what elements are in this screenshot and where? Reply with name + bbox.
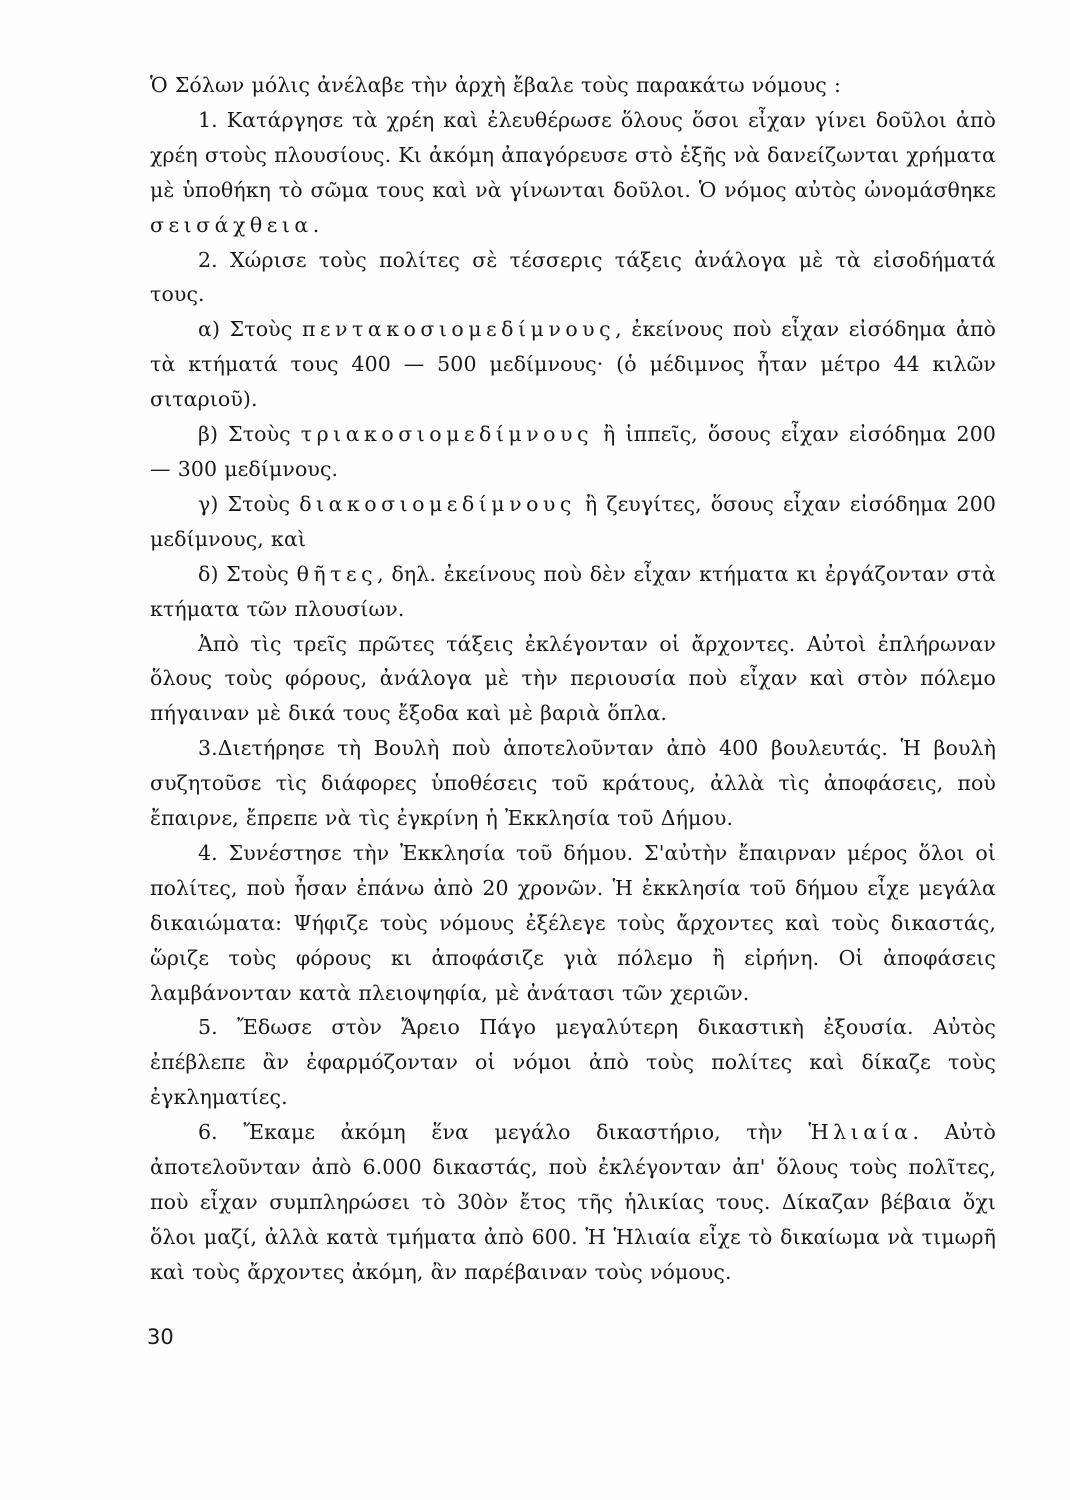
class-b-term: τριακοσιομεδίμνους bbox=[300, 422, 593, 447]
class-a-prefix: α) Στοὺς bbox=[198, 317, 302, 342]
law-6-paragraph bbox=[150, 1115, 996, 1290]
law-4-paragraph bbox=[150, 836, 996, 1011]
law-5-paragraph bbox=[150, 1010, 996, 1115]
class-d-prefix: δ) Στοὺς bbox=[198, 561, 297, 586]
seisachtheia-term: σεισάχθεια bbox=[150, 212, 313, 237]
class-a-paragraph bbox=[150, 312, 996, 417]
law-2-text: 2. Χώρισε τοὺς πολίτες σὲ τέσσερις τάξεις ἀνάλογα μὲ τὰ εἰσοδήματά τους. bbox=[150, 247, 996, 307]
class-d-paragraph bbox=[150, 557, 996, 627]
class-b-text: ἢ ἱππεῖς, ὅσους εἶχαν εἰσόδημα 200 — 300 μεδίμνους. bbox=[150, 422, 996, 481]
law-4-text: 4. Συνέστησε τὴν Ἐκκλησία τοῦ δήμου. Σ'αὐτὴν ἔπαιρναν μέρος ὅλοι οἱ πολίτες, ποὺ ἦσαν ἐπάνω ἀπὸ 20 χρονῶν. Ἡ ἐκκλησία τοῦ δήμου εἶχε μεγάλα δικαιώματα: Ψήφιζε τοὺς νόμους ἐξέλεγε τοὺς ἄρχοντες καὶ τοὺς δικαστάς, ὥριζε τοὺς φόρους κι ἀποφάσιζε γιὰ πόλεμο ἢ εἰρήνη. Οἱ ἀποφάσεις λαμβάνονταν κατὰ πλειοψηφία, μὲ ἀνάτασι τῶν χεριῶν. bbox=[150, 840, 996, 1005]
class-c-paragraph bbox=[150, 487, 996, 557]
class-d-term: θῆτες bbox=[296, 561, 378, 586]
intro-text: Ὁ Σόλων μόλις ἀνέλαβε τὴν ἀρχὴ ἔβαλε τοὺς παρακάτω νόμους : bbox=[150, 73, 841, 97]
law-3-paragraph bbox=[150, 731, 996, 836]
class-c-prefix: γ) Στοὺς bbox=[198, 491, 300, 516]
class-a-term: πεντακοσιομεδίμνους bbox=[301, 317, 616, 342]
archons-text: Ἀπὸ τὶς τρεῖς πρῶτες τάξεις ἐκλέγονταν οἱ ἄρχοντες. Αὐτοὶ ἐπλήρωναν ὅλους τοὺς φόρους, ἀνάλογα μὲ τὴν περιουσία ποὺ εἶχαν καὶ στὸν πόλεμο πήγαιναν μὲ δικά τους ἔξοδα καὶ μὲ βαριὰ ὅπλα. bbox=[150, 631, 996, 726]
heliaia-term: Ἡλιαία bbox=[808, 1120, 913, 1145]
body-text bbox=[150, 68, 996, 1290]
page-number: 30 bbox=[147, 1325, 174, 1349]
law-5-text: 5. Ἔδωσε στὸν Ἄρειο Πάγο μεγαλύτερη δικαστικὴ ἐξουσία. Αὐτὸς ἐπέβλεπε ἂν ἐφαρμόζονταν οἱ νόμοι ἀπὸ τοὺς πολίτες καὶ δίκαζε τοὺς ἐγκληματίες. bbox=[150, 1015, 996, 1110]
law-1-text: 1. Κατάργησε τὰ χρέη καὶ ἐλευθέρωσε ὅλους ὅσοι εἶχαν γίνει δοῦλοι ἀπὸ χρέη στοὺς πλουσίους. Κι ἀκόμη ἀπαγόρευσε στὸ ἑξῆς νὰ δανείζωνται χρήματα μὲ ὑποθήκη τὸ σῶμα τους καὶ νὰ γίνωνται δοῦλοι. Ὁ νόμος αὐτὸς ὠνομάσθηκε bbox=[150, 107, 996, 202]
law-6-text: 6. Ἔκαμε ἀκόμη ἕνα μεγάλο δικαστήριο, τὴν bbox=[198, 1120, 809, 1145]
law-2-paragraph bbox=[150, 243, 996, 313]
law-3-text: 3.Διετήρησε τὴ Βουλὴ ποὺ ἀποτελοῦνταν ἀπὸ 400 βουλευτάς. Ἡ βουλὴ συζητοῦσε τὶς διάφορες ὑποθέσεις τοῦ κράτους, ἀλλὰ τὶς ἀποφάσεις, ποὺ ἔπαιρνε, ἔπρεπε νὰ τὶς ἐγκρίνη ἡ Ἐκκλησία τοῦ Δήμου. bbox=[150, 736, 996, 831]
class-d-text: , δηλ. ἐκείνους ποὺ δὲν εἶχαν κτήματα κι ἐργάζονταν στὰ κτήματα τῶν πλουσίων. bbox=[150, 561, 996, 621]
class-c-term: διακοσιομεδίμνους bbox=[299, 491, 576, 516]
class-a-text: , ἐκείνους ποὺ εἶχαν εἰσόδημα ἀπὸ τὰ κτήματά τους 400 — 500 μεδίμνους· (ὁ μέδιμνος ἦταν μέτρο 44 κιλῶν σιταριοῦ). bbox=[150, 317, 996, 412]
class-c-text: ἢ ζευγίτες, ὅσους εἶχαν εἰσόδημα 200 μεδίμνους, καὶ bbox=[150, 491, 996, 551]
archons-paragraph bbox=[150, 627, 996, 732]
law-6-end: . Αὐτὸ ἀποτελοῦνταν ἀπὸ 6.000 δικαστάς, ποὺ ἐκλέγονταν ἀπ' ὅλους τοὺς πολῖτες, ποὺ εἶχαν συμπληρώσει τὸ 30ὸν ἔτος τῆς ἡλικίας τους. Δίκαζαν βέβαια ὄχι ὅλοι μαζί, ἀλλὰ κατὰ τμήματα ἀπὸ 600. Ἡ Ἡλιαία εἶχε τὸ δικαίωμα νὰ τιμωρῆ καὶ τοὺς ἄρχοντες ἀκόμη, ἂν παρέβαιναν τοὺς νόμους. bbox=[150, 1120, 996, 1284]
law-1-end: . bbox=[312, 212, 320, 237]
class-b-paragraph bbox=[150, 417, 996, 487]
class-b-prefix: β) Στοὺς bbox=[198, 422, 301, 447]
law-1-paragraph bbox=[150, 103, 996, 243]
intro-paragraph bbox=[150, 68, 996, 103]
